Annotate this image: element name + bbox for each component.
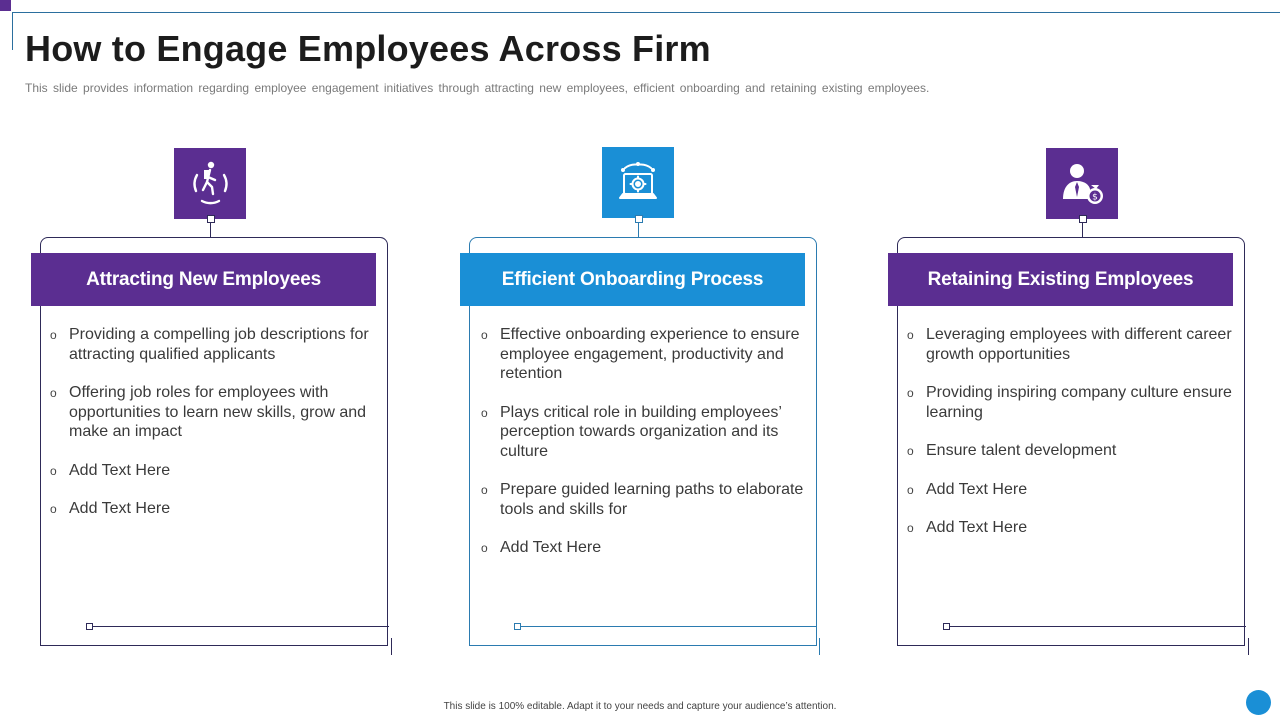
bottom-connector-square [514, 623, 521, 630]
person-climbing-cycle-icon [174, 148, 246, 219]
bottom-connector-square [86, 623, 93, 630]
left-rule [12, 12, 13, 50]
connector-dot [1079, 215, 1087, 223]
footer-note: This slide is 100% editable. Adapt it to your needs and capture your audience’s attention. [443, 701, 837, 712]
bottom-tick [819, 638, 820, 655]
list-item: o Prepare guided learning paths to elaborate tools and skills for [481, 481, 804, 518]
bottom-connector-square [943, 623, 950, 630]
corner-accent [0, 0, 11, 11]
list-item: o Plays critical role in building employees’ perception towards organization and its culture [481, 403, 782, 460]
card-header-retaining: Retaining Existing Employees [888, 253, 1233, 306]
card-header-onboarding: Efficient Onboarding Process [460, 253, 805, 306]
laptop-gear-icon [602, 147, 674, 218]
bullet-list-onboarding [481, 325, 811, 577]
connector-dot [207, 215, 215, 223]
list-item: o Effective onboarding experience to ensure employee engagement, productivity and retention [481, 326, 800, 382]
employee-money-bag-icon [1046, 148, 1118, 219]
connector-dot [635, 215, 643, 223]
top-rule [12, 12, 1280, 13]
list-item: o Add Text Here [907, 480, 1028, 498]
svg-text:$: $ [1092, 192, 1098, 202]
bottom-connector-line [948, 626, 1246, 627]
page-title: How to Engage Employees Across Firm [25, 28, 711, 69]
bullet-list-attracting [50, 325, 375, 538]
list-item: o Add Text Here [50, 500, 171, 517]
card-header-attracting: Attracting New Employees [31, 253, 376, 306]
slide-nav-dot[interactable] [1246, 690, 1271, 715]
bottom-tick [1248, 638, 1249, 655]
list-item: o Ensure talent development [907, 442, 1117, 459]
list-item: o Providing inspiring company culture ensure learning [907, 384, 1232, 421]
page-subtitle: This slide provides information regarding employee engagement initiatives through attracting new employees, efficient onboarding and retaining existing employees. [25, 81, 930, 95]
list-item: o Add Text Here [481, 539, 602, 556]
list-item: o Providing a compelling job descriptions for attracting qualified applicants [50, 326, 369, 363]
bottom-tick [391, 638, 392, 655]
list-item: o Offering job roles for employees with opportunities to learn new skills, grow and make an impact [50, 384, 367, 440]
bottom-connector-line [519, 626, 817, 627]
bottom-connector-line [91, 626, 389, 627]
list-item: o Add Text Here [907, 519, 1028, 536]
list-item: o Add Text Here [50, 461, 171, 479]
bullet-list-retaining [907, 325, 1237, 557]
list-item: o Leveraging employees with different career growth opportunities [907, 326, 1232, 363]
